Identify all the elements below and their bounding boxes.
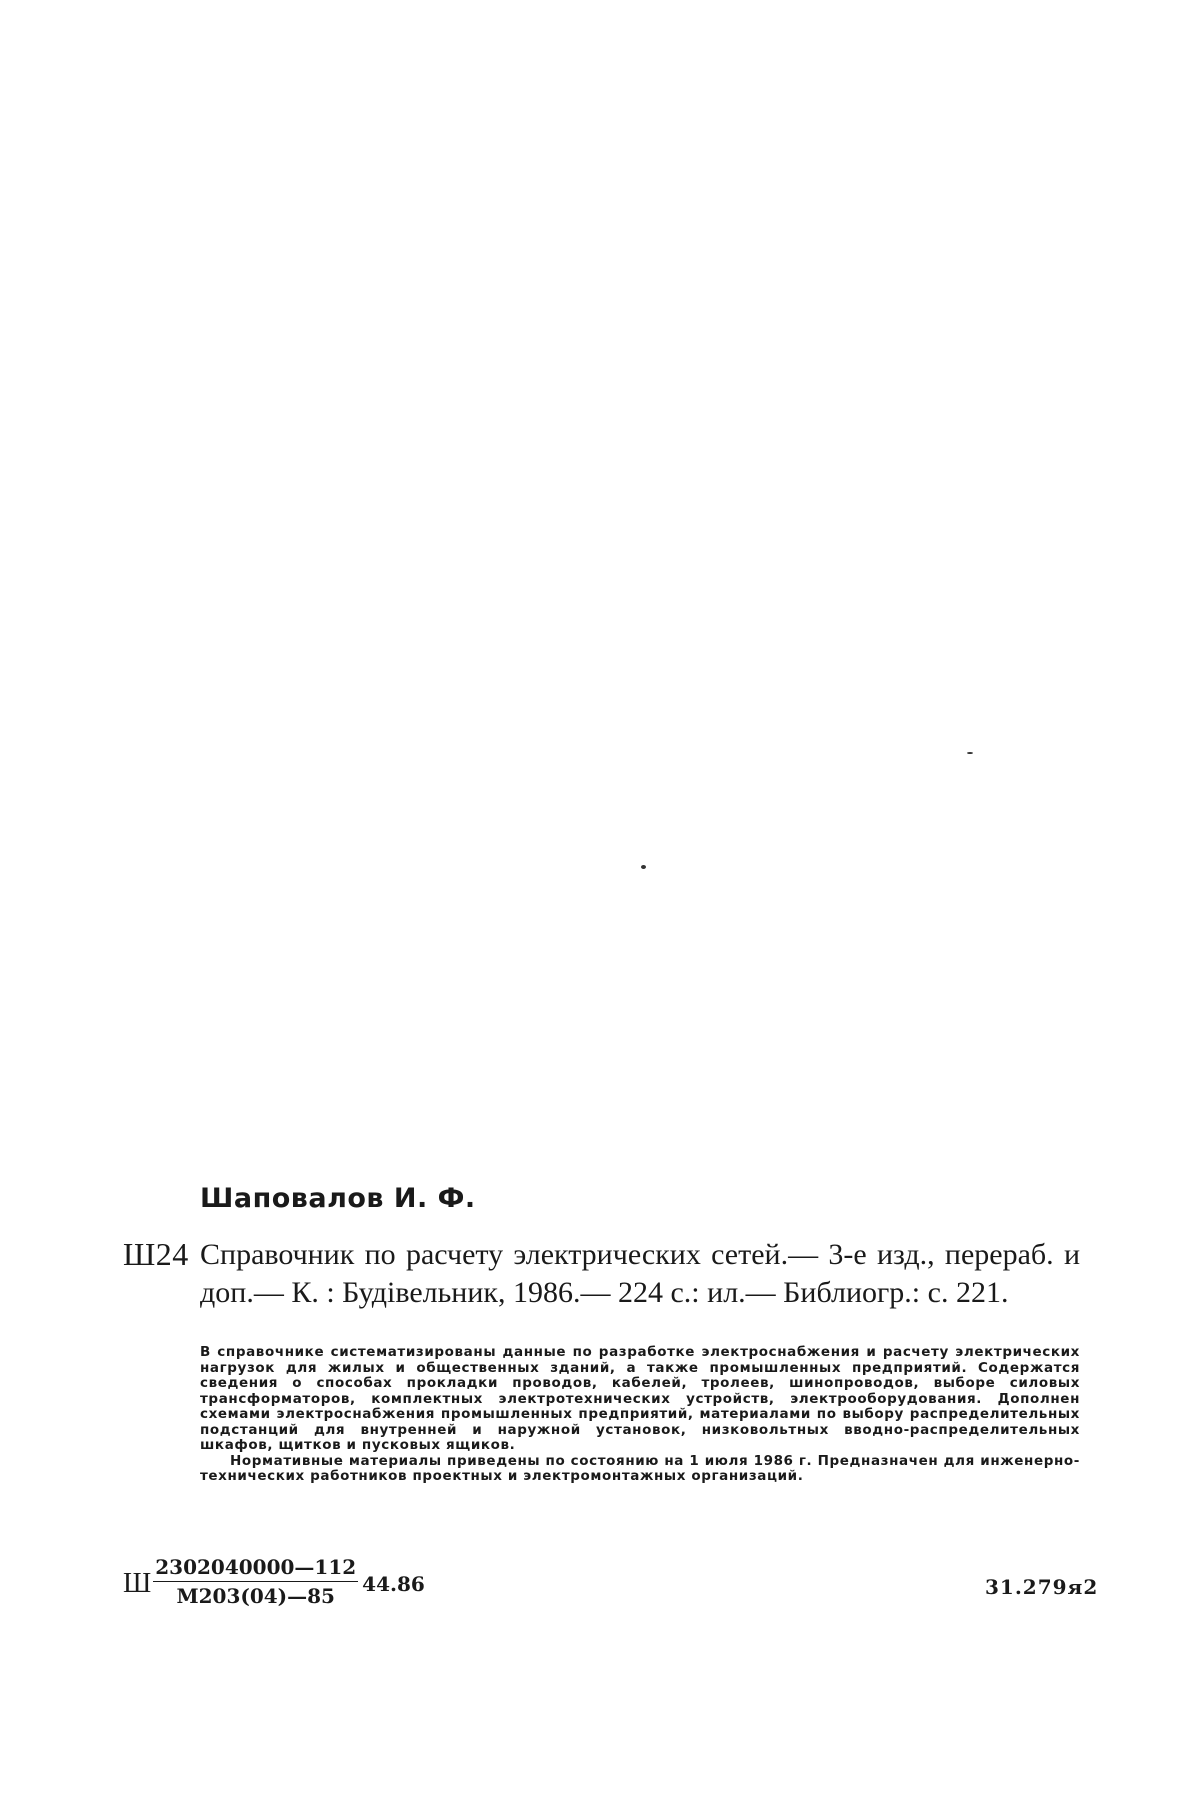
index-denominator: М203(04)—85 [176, 1584, 335, 1608]
print-speck [641, 865, 646, 869]
annotation [200, 1345, 1080, 1485]
print-speck [967, 752, 973, 754]
catalog-index [123, 1555, 425, 1608]
annotation-paragraph: В справочнике систематизированы данные по разработке электроснабжения и расчету электрических нагрузок для жилых и общественных зданий, а также промышленных предприятий. Содержатся сведения о способах прокладки проводов, кабелей, тролеев, шинопроводов, выборе силовых трансформаторов, комплектных электротехнических устройств, электрооборудования. Дополнен схемами электроснабжения промышленных предприятий, материалами по выбору распределительных подстанций для внутренней и наружной установок, низковольтных вводно-распределительных шкафов, щитков и пусковых ящиков. [200, 1344, 1080, 1453]
bbk-code: 31.279я2 [985, 1575, 1099, 1599]
author-name: Шаповалов И. Ф. [200, 1183, 476, 1214]
call-code: Ш24 [123, 1236, 189, 1272]
bibliographic-citation: Справочник по расчету электрических сетей.— 3-е изд., перераб. и доп.— К. : Будівельник, 1986.— 224 с.: ил.— Библиогр.: с. 221. [200, 1238, 1080, 1309]
index-letter: Ш [123, 1567, 152, 1599]
annotation-paragraph: Нормативные материалы приведены по состоянию на 1 июля 1986 г. Предназначен для инженерно-технических работников проектных и электромонтажных организаций. [200, 1452, 1080, 1484]
index-numerator: 2302040000—112 [153, 1555, 358, 1582]
index-fraction [153, 1555, 358, 1608]
index-price: 44.86 [362, 1571, 425, 1596]
